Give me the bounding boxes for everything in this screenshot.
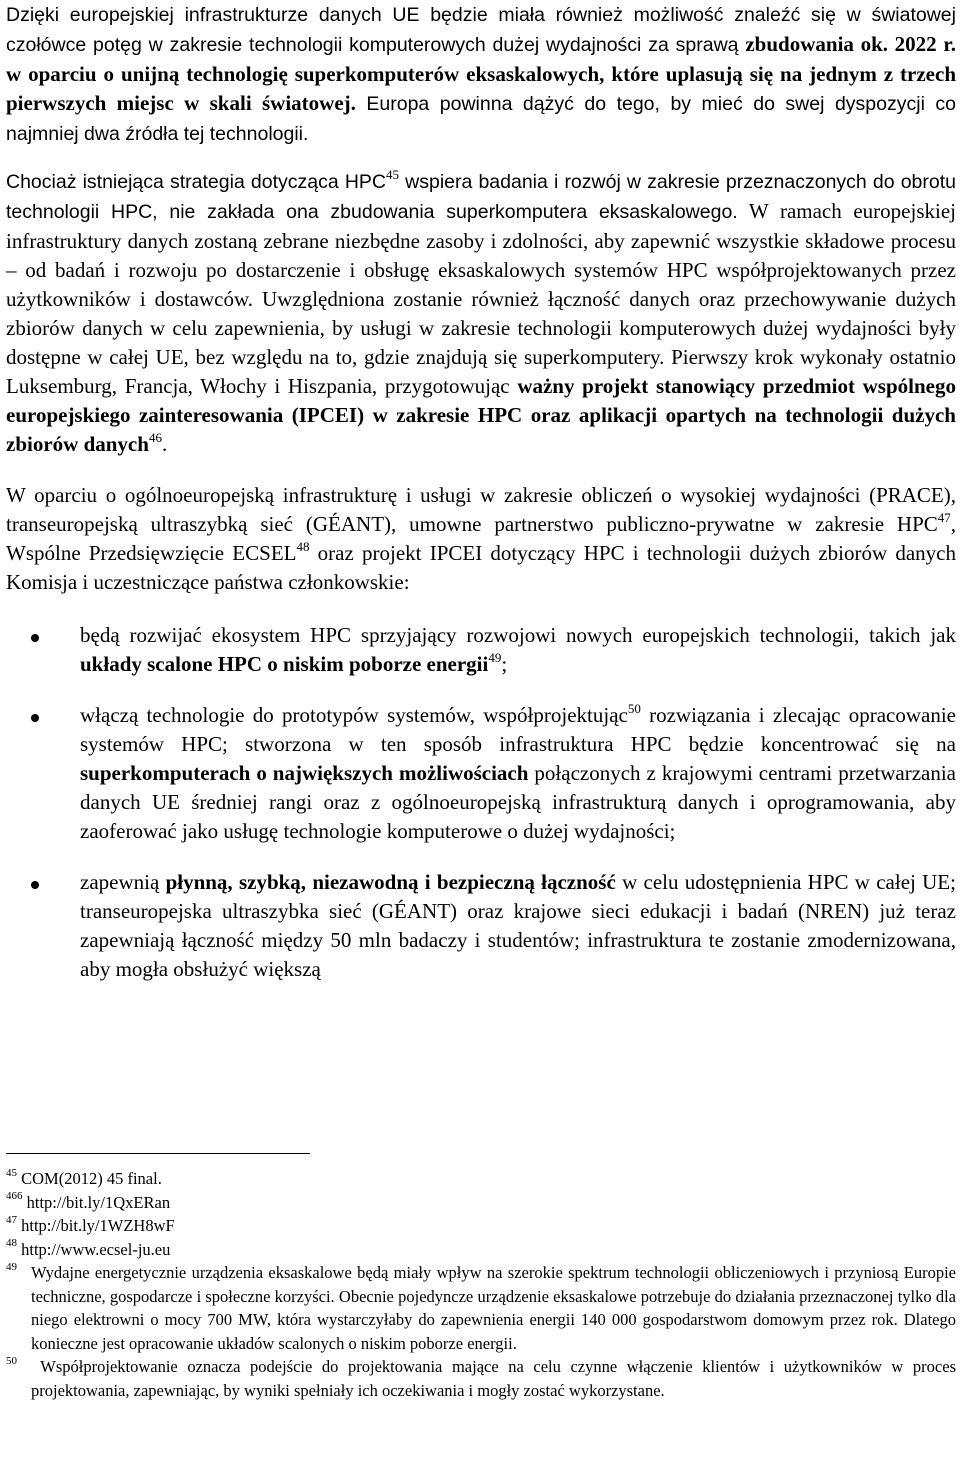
paragraph-1 xyxy=(6,0,956,149)
bullet-list xyxy=(6,621,956,984)
paragraph-2 xyxy=(6,167,956,459)
bullet-icon xyxy=(31,881,39,889)
paragraph-2-text-e: . xyxy=(161,432,168,456)
footnote-link[interactable]: http://www.ecsel-ju.eu xyxy=(17,1239,171,1259)
bullet-3-text-b: w celu udostępnienia HPC w całej UE; transeuropejska ultraszybka sieć (GÉANT) oraz krajowe sieci edukacji i badań (NREN) już teraz zapewniają łączność między 50 mln badaczy i studentów; infrastruktura te zostanie zmodernizowana, aby mogła obsłużyć większą xyxy=(80,870,956,981)
paragraph-3 xyxy=(6,481,956,597)
footnote-ref-49[interactable]: 49 xyxy=(488,650,502,665)
bullet-2-text-c: połączonych z krajowymi centrami przetwarzania danych UE średniej rangi oraz z ogólnoeuropejską infrastrukturą danych i oprogramowania, aby zaoferować jako usługę technologie komputerowe o dużej wydajności; xyxy=(80,761,956,843)
bullet-3-text-a: zapewnią xyxy=(80,870,166,894)
footnote-number: 466 xyxy=(6,1190,23,1202)
paragraph-1-bold: zbudowania ok. 2022 r. w oparciu o unijną technologię superkomputerów eksaskalowych, które uplasują się na jednym z trzech pierwszych miejsc w skali światowej. xyxy=(6,32,956,115)
footnote-link[interactable]: http://bit.ly/1WZH8wF xyxy=(17,1216,175,1235)
footnote-ref-50[interactable]: 50 xyxy=(627,701,641,716)
paragraph-3-text-b: , Wspólne Przedsięwzięcie ECSEL xyxy=(6,512,956,565)
footnote-number: 48 xyxy=(6,1237,17,1249)
paragraph-2-bold: ważny projekt stanowiący przedmiot wspólnego europejskiego zainteresowania (IPCEI) w zakresie HPC oraz aplikacji opartych na technologii dużych zbiorów danych xyxy=(6,374,956,456)
document-page xyxy=(6,0,957,1400)
bullet-2-text-a: włączą technologie do prototypów systemów, współprojektując xyxy=(80,703,628,727)
footnote-link[interactable]: http://bit.ly/1QxERan xyxy=(22,1192,171,1212)
paragraph-3-text-a: W oparciu o ogólnoeuropejską infrastrukturę i usługi w zakresie obliczeń o wysokiej wydajności (PRACE), transeuropejską ultraszybką sieć (GÉANT), umowne partnerstwo publiczno-prywatne w zakresie HPC xyxy=(6,483,956,536)
paragraph-2-text-b: wspiera badania i rozwój w zakresie przeznaczonych do obrotu technologii HPC, nie zakłada ona zbudowania superkomputera eksaskalowego. xyxy=(6,171,956,223)
list-item xyxy=(6,868,956,984)
footnote-47 xyxy=(6,1214,956,1238)
footnote-number: 50 xyxy=(6,1354,17,1367)
footnote-text: Wydajne energetycznie urządzenia eksaskalowe będą miały wpływ na szerokie spektrum technologii obliczeniowych i przyniosą Europie techniczne, gospodarcze i społeczne korzyści. Obecnie pojedyncze urządzenie eksaskalowe potrzebuje do działania przeznaczonej tylko dla niego elektrowni o mocy 700 MW, która wystarczyłaby do zapewnienia energii 140 000 gospodarstwom domowym przez rok. Dlatego konieczne jest opracowanie układów scalonych o niskim poborze energii. xyxy=(31,1263,956,1353)
bullet-1-text-b: ; xyxy=(501,652,508,676)
footnote-separator xyxy=(6,1153,310,1154)
paragraph-2-text-a: Chociaż istniejąca strategia dotycząca HPC xyxy=(6,171,387,193)
paragraph-1-text-a: Dzięki europejskiej infrastrukturze danych UE będzie miała również możliwość znaleźć się w światowej czołówce potęg w zakresie technologii komputerowych dużej wydajności za sprawą xyxy=(6,4,956,56)
footnote-text: COM(2012) 45 final. xyxy=(17,1169,162,1188)
footnote-number: 45 xyxy=(6,1166,17,1179)
bullet-1-bold: układy scalone HPC o niskim poborze energii xyxy=(80,652,489,676)
footnote-text: Współprojektowanie oznacza podejście do projektowania mające na celu czynne włączenie klientów i użytkowników w proces projektowania, zapewniając, by wyniki spełniały ich oczekiwania i mogły zostać wykorzystane. xyxy=(31,1357,956,1400)
footnote-ref-47[interactable]: 47 xyxy=(937,510,951,525)
bullet-1-text-a: będą rozwijać ekosystem HPC sprzyjający rozwojowi nowych europejskich technologii, takich jak xyxy=(80,623,956,647)
footnote-ref-45[interactable]: 45 xyxy=(386,167,400,182)
paragraph-2-text-c: W ramach europejskiej infrastruktury danych zostaną zebrane niezbędne zasoby i zdolności, aby zapewnić wszystkie składowe procesu – od badań i rozwoju po dostarczenie i obsługę eksaskalowych systemów HPC współprojektowanych przez użytkowników i dostawców. Uwzględniona zostanie również łączność danych oraz przechowywanie dużych zbiorów danych w celu zapewnienia, by usługi w zakresie technologii komputerowych dużej wydajności były dostępne w całej UE, bez względu na to, gdzie znajdują się superkomputery. Pierwszy krok wykonały ostatnio Luksemburg, Francja, Włochy i Hiszpania, przygotowując xyxy=(6,199,956,398)
bullet-3-bold: płynną, szybką, niezawodną i bezpieczną łączność xyxy=(165,870,616,894)
bullet-icon xyxy=(31,714,39,722)
paragraph-3-text-c: oraz projekt IPCEI dotyczący HPC i technologii dużych zbiorów danych Komisja i uczestniczące państwa członkowskie: xyxy=(6,541,957,594)
footnote-49 xyxy=(6,1261,956,1355)
footnote-number: 47 xyxy=(6,1213,17,1226)
footnote-ref-48[interactable]: 48 xyxy=(296,539,310,554)
footnote-45 xyxy=(6,1167,956,1191)
paragraph-1-text-c: Europa powinna dążyć do tego, by mieć do swej dyspozycji co najmniej dwa źródła tej technologii. xyxy=(6,93,957,145)
bullet-icon xyxy=(31,634,39,642)
footnote-48 xyxy=(6,1238,956,1262)
footnote-number: 49 xyxy=(6,1260,17,1273)
footnote-ref-46[interactable]: 46 xyxy=(148,430,162,445)
bullet-2-text-b: rozwiązania i zlecając opracowanie systemów HPC; stworzona w ten sposób infrastruktura HPC będzie koncentrować się na xyxy=(80,703,956,756)
footnote-46 xyxy=(6,1191,956,1215)
footnote-50 xyxy=(6,1355,956,1402)
bullet-2-bold: superkomputerach o największych możliwościach xyxy=(80,761,529,785)
footnotes xyxy=(6,1167,956,1402)
list-item xyxy=(6,701,956,846)
list-item xyxy=(6,621,956,679)
